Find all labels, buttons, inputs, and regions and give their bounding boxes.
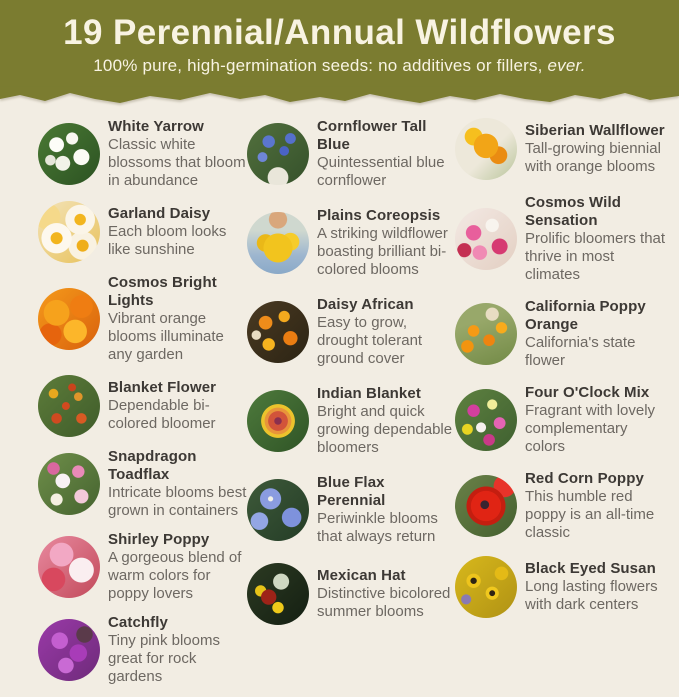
flower-entry bbox=[455, 298, 667, 370]
flower-text bbox=[525, 122, 667, 176]
flower-column-3 bbox=[455, 118, 667, 697]
california-poppy-photo bbox=[455, 303, 517, 365]
header-banner bbox=[0, 0, 679, 88]
flower-text bbox=[317, 118, 455, 190]
shirley-poppy-photo bbox=[38, 536, 100, 598]
flower-name: White Yarrow bbox=[108, 118, 204, 135]
flower-name: Snapdragon Toadflax bbox=[108, 448, 197, 483]
flower-text bbox=[525, 560, 667, 614]
flower-description: Each bloom looks like sunshine bbox=[108, 223, 227, 258]
flower-column-2 bbox=[247, 118, 455, 697]
flower-text bbox=[317, 296, 455, 368]
cosmos-wild-sensation-photo bbox=[455, 208, 517, 270]
flower-name: Red Corn Poppy bbox=[525, 470, 644, 487]
flower-column-1 bbox=[38, 118, 247, 697]
subtitle-main-text: 100% pure, high-germination seeds: no additives or fillers, bbox=[93, 56, 548, 75]
flower-text bbox=[108, 274, 247, 364]
flower-description: Periwinkle blooms that always return bbox=[317, 510, 438, 545]
flower-entry bbox=[247, 296, 455, 368]
flower-name: Indian Blanket bbox=[317, 385, 421, 402]
flower-text bbox=[317, 207, 455, 279]
flower-name: Blue Flax Perennial bbox=[317, 474, 386, 509]
flower-name: Plains Coreopsis bbox=[317, 207, 441, 224]
cornflower-tall-blue-photo bbox=[247, 123, 309, 185]
mexican-hat-photo bbox=[247, 563, 309, 625]
flower-name: Catchfly bbox=[108, 614, 168, 631]
flower-description: Distinctive bicolored summer blooms bbox=[317, 585, 451, 620]
flower-name: Daisy African bbox=[317, 296, 414, 313]
flower-name: Blanket Flower bbox=[108, 379, 217, 396]
flower-entry bbox=[38, 118, 247, 190]
flower-text bbox=[525, 194, 667, 284]
blue-flax-photo bbox=[247, 479, 309, 541]
flower-description: Tiny pink blooms great for rock gardens bbox=[108, 632, 220, 685]
flower-text bbox=[317, 385, 455, 457]
flower-name: Garland Daisy bbox=[108, 205, 211, 222]
black-eyed-susan-photo bbox=[455, 556, 517, 618]
flower-entry bbox=[247, 207, 455, 279]
flower-entry bbox=[38, 448, 247, 520]
flower-entry bbox=[38, 201, 247, 263]
catchfly-photo bbox=[38, 619, 100, 681]
indian-blanket-photo bbox=[247, 390, 309, 452]
flower-name: Cornflower Tall Blue bbox=[317, 118, 427, 153]
page-title: 19 Perennial/Annual Wildflowers bbox=[63, 13, 616, 52]
flower-entry bbox=[455, 384, 667, 456]
flower-description: Tall-growing biennial with orange blooms bbox=[525, 140, 661, 175]
red-corn-poppy-photo bbox=[455, 475, 517, 537]
flower-name: Four O'Clock Mix bbox=[525, 384, 650, 401]
flower-entry bbox=[455, 118, 667, 180]
flower-text bbox=[525, 384, 667, 456]
flower-description: Prolific bloomers that thrive in most climates bbox=[525, 230, 666, 283]
flower-text bbox=[108, 205, 247, 259]
flower-description: Intricate blooms best grown in containers bbox=[108, 484, 247, 519]
flower-name: Mexican Hat bbox=[317, 567, 406, 584]
flower-description: Long lasting flowers with dark centers bbox=[525, 578, 658, 613]
flower-text bbox=[108, 614, 247, 686]
cosmos-bright-lights-photo bbox=[38, 288, 100, 350]
flower-text bbox=[317, 474, 455, 546]
flower-description: Easy to grow, drought tolerant ground cover bbox=[317, 314, 423, 367]
flower-description: A gorgeous blend of warm colors for poppy lovers bbox=[108, 549, 242, 602]
siberian-wallflower-photo bbox=[455, 118, 517, 180]
flower-name: Shirley Poppy bbox=[108, 531, 210, 548]
garland-daisy-photo bbox=[38, 201, 100, 263]
subtitle-italic-text: ever. bbox=[547, 56, 586, 75]
flower-entry bbox=[38, 614, 247, 686]
flower-name: Siberian Wallflower bbox=[525, 122, 665, 139]
plains-coreopsis-photo bbox=[247, 212, 309, 274]
flower-entry bbox=[455, 194, 667, 284]
flower-description: Quintessential blue cornflower bbox=[317, 154, 445, 189]
flower-entry bbox=[247, 118, 455, 190]
flower-text bbox=[108, 118, 247, 190]
four-oclock-photo bbox=[455, 389, 517, 451]
blanket-flower-photo bbox=[38, 375, 100, 437]
page-subtitle bbox=[0, 56, 679, 76]
flower-entry bbox=[247, 563, 455, 625]
flower-entry bbox=[38, 531, 247, 603]
flower-text bbox=[525, 470, 667, 542]
flower-entry bbox=[247, 385, 455, 457]
flower-description: A striking wildflower boasting brilliant bi-colored blooms bbox=[317, 225, 448, 278]
torn-paper-edge bbox=[0, 87, 679, 105]
flower-text bbox=[317, 567, 455, 621]
flower-name: Cosmos Bright Lights bbox=[108, 274, 217, 309]
flower-description: Dependable bi-colored bloomer bbox=[108, 397, 216, 432]
flower-text bbox=[525, 298, 667, 370]
flower-entry bbox=[38, 375, 247, 437]
flower-entry bbox=[455, 470, 667, 542]
flower-entry bbox=[38, 274, 247, 364]
white-yarrow-photo bbox=[38, 123, 100, 185]
snapdragon-toadflax-photo bbox=[38, 453, 100, 515]
flower-text bbox=[108, 531, 247, 603]
daisy-african-photo bbox=[247, 301, 309, 363]
flower-text bbox=[108, 448, 247, 520]
flower-description: California's state flower bbox=[525, 334, 636, 369]
flower-entry bbox=[247, 474, 455, 546]
flower-entry bbox=[455, 556, 667, 618]
flower-text bbox=[108, 379, 247, 433]
flower-description: Classic white blossoms that bloom in abundance bbox=[108, 136, 246, 189]
flower-description: Fragrant with lovely complementary colors bbox=[525, 402, 656, 455]
flower-description: This humble red poppy is an all-time classic bbox=[525, 488, 655, 541]
flower-grid bbox=[0, 105, 679, 697]
flower-description: Bright and quick growing dependable bloomers bbox=[317, 403, 453, 456]
flower-description: Vibrant orange blooms illuminate any garden bbox=[108, 310, 224, 363]
flower-name: Black Eyed Susan bbox=[525, 560, 656, 577]
flower-name: California Poppy Orange bbox=[525, 298, 646, 333]
flower-name: Cosmos Wild Sensation bbox=[525, 194, 621, 229]
